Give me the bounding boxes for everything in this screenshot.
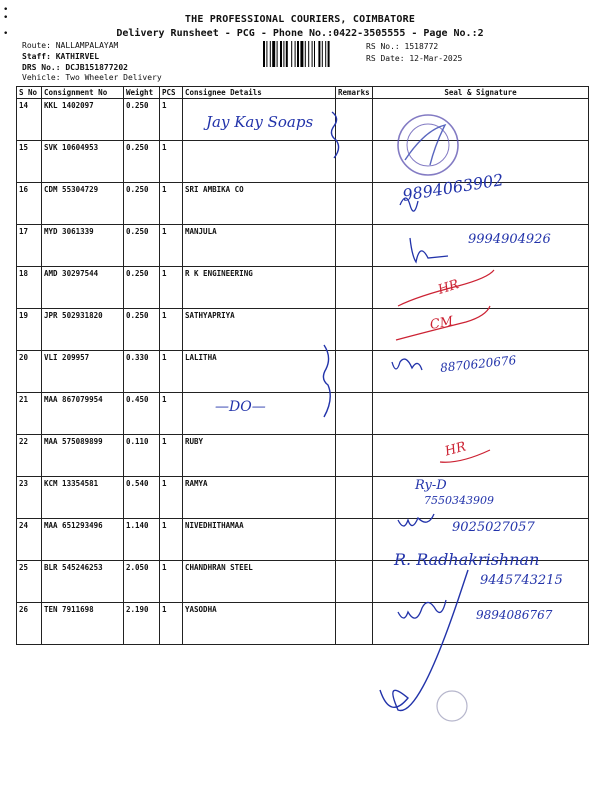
- cell-consignee: R K ENGINEERING: [183, 267, 336, 309]
- cell-consignment-no: CDM 55304729: [42, 183, 124, 225]
- cell-consignee: RUBY: [183, 435, 336, 477]
- brace-rows-14-15: [331, 112, 338, 158]
- cell-pcs: 1: [160, 435, 183, 477]
- header-weight: Weight: [124, 87, 160, 99]
- drs-number: DRS No.: DCJB151877202: [22, 63, 128, 72]
- handwritten-name-row25: R. Radhakrishnan: [394, 550, 540, 569]
- cell-pcs: 1: [160, 99, 183, 141]
- route-label: Route: NALLAMPALAYAM: [22, 41, 119, 50]
- rs-date: RS Date: 12-Mar-2025: [366, 54, 463, 63]
- brace-rows-20-21: [323, 345, 330, 417]
- cell-consignee: MANJULA: [183, 225, 336, 267]
- cell-pcs: 1: [160, 141, 183, 183]
- handwritten-initials-hr-row18: HR: [436, 277, 461, 298]
- cell-consignment-no: AMD 30297544: [42, 267, 124, 309]
- company-title: THE PROFESSIONAL COURIERS, COIMBATORE: [184, 14, 416, 25]
- margin-marks: • • •: [3, 5, 9, 39]
- cell-weight: 0.450: [124, 393, 160, 435]
- cell-weight: 0.540: [124, 477, 160, 519]
- cell-pcs: 1: [160, 477, 183, 519]
- handwritten-consignee-jay-kay: Jay Kay Soaps: [206, 113, 314, 131]
- cell-sno: 18: [17, 267, 42, 309]
- signature-row20: [392, 359, 422, 370]
- cell-consignee: SATHYAPRIYA: [183, 309, 336, 351]
- cell-sno: 23: [17, 477, 42, 519]
- header-seal-signature: Seal & Signature: [373, 87, 589, 99]
- cell-weight: 0.110: [124, 435, 160, 477]
- header-consignee: Consignee Details: [183, 87, 336, 99]
- cell-consignment-no: SVK 10604953: [42, 141, 124, 183]
- cell-weight: 2.190: [124, 603, 160, 645]
- handwritten-initials-hr-row22: HR: [443, 439, 468, 460]
- handwritten-phone-row24: 9025027057: [452, 520, 535, 535]
- rs-number: RS No.: 1518772: [366, 42, 439, 51]
- cell-consignment-no: VLI 209957: [42, 351, 124, 393]
- cell-consignee: YASODHA: [183, 603, 336, 645]
- cell-weight: 1.140: [124, 519, 160, 561]
- cell-sno: 19: [17, 309, 42, 351]
- handwritten-phone-row25: 9445743215: [480, 573, 563, 588]
- cell-weight: 0.250: [124, 141, 160, 183]
- courier-stamp-seal: [398, 115, 458, 175]
- signature-row19: [396, 306, 490, 340]
- cell-weight: 0.250: [124, 183, 160, 225]
- handwritten-initials-cm-row19: CM: [428, 314, 455, 333]
- header-sno: S No: [17, 87, 42, 99]
- header-consignment: Consignment No: [42, 87, 124, 99]
- cell-pcs: 1: [160, 561, 183, 603]
- cell-weight: 0.250: [124, 99, 160, 141]
- cell-pcs: 1: [160, 519, 183, 561]
- handwritten-phone-row16: 9894063902: [401, 170, 505, 205]
- signature-row24: [398, 514, 434, 526]
- cell-sno: 22: [17, 435, 42, 477]
- handwritten-phone-row17: 9994904926: [468, 232, 551, 247]
- cell-consignment-no: JPR 502931820: [42, 309, 124, 351]
- cell-sno: 25: [17, 561, 42, 603]
- handwritten-name-row23: Ry-D: [415, 478, 447, 493]
- cell-pcs: 1: [160, 603, 183, 645]
- cell-sno: 15: [17, 141, 42, 183]
- cell-pcs: 1: [160, 183, 183, 225]
- cell-consignment-no: KCM 13354581: [42, 477, 124, 519]
- cell-consignee: RAMYA: [183, 477, 336, 519]
- cell-sno: 26: [17, 603, 42, 645]
- handwritten-ditto: —DO—: [215, 399, 266, 415]
- cell-pcs: 1: [160, 393, 183, 435]
- cell-sno: 20: [17, 351, 42, 393]
- vehicle-label: Vehicle: Two Wheeler Delivery: [22, 73, 162, 82]
- cell-pcs: 1: [160, 267, 183, 309]
- cell-consignment-no: MAA 651293496: [42, 519, 124, 561]
- cell-sno: 17: [17, 225, 42, 267]
- signature-row16: [400, 198, 418, 211]
- cell-pcs: 1: [160, 351, 183, 393]
- header-pcs: PCS: [160, 87, 183, 99]
- cell-weight: 0.330: [124, 351, 160, 393]
- cell-sno: 24: [17, 519, 42, 561]
- cell-consignment-no: BLR 545246253: [42, 561, 124, 603]
- signature-row22: [440, 450, 490, 462]
- cell-consignee: SRI AMBIKA CO: [183, 183, 336, 225]
- header-remarks: Remarks: [336, 87, 373, 99]
- cell-weight: 0.250: [124, 225, 160, 267]
- signature-row26: [398, 600, 446, 618]
- runsheet-subtitle: Delivery Runsheet - PCG - Phone No.:0422-3505555 - Page No.:2: [116, 28, 484, 39]
- cell-weight: 0.250: [124, 267, 160, 309]
- handwritten-phone-row20: 8870620676: [439, 353, 517, 375]
- cell-consignment-no: KKL 1402097: [42, 99, 124, 141]
- signature-row18: [398, 270, 494, 306]
- cell-sno: 14: [17, 99, 42, 141]
- cell-weight: 0.250: [124, 309, 160, 351]
- signature-row17: [410, 238, 448, 262]
- cell-pcs: 1: [160, 225, 183, 267]
- handwritten-phone-row26: 9894086767: [476, 608, 553, 622]
- cell-pcs: 1: [160, 309, 183, 351]
- cell-consignment-no: MYD 3061339: [42, 225, 124, 267]
- signature-sweep: [380, 570, 468, 711]
- cell-consignee: LALITHA: [183, 351, 336, 393]
- cell-consignment-no: TEN 7911698: [42, 603, 124, 645]
- cell-consignment-no: MAA 575089899: [42, 435, 124, 477]
- cell-sno: 21: [17, 393, 42, 435]
- cell-weight: 2.050: [124, 561, 160, 603]
- handwritten-phone-row23: 7550343909: [424, 494, 494, 507]
- cell-consignment-no: MAA 867079954: [42, 393, 124, 435]
- cell-consignee: CHANDHRAN STEEL: [183, 561, 336, 603]
- cell-sno: 16: [17, 183, 42, 225]
- faint-stamp: [437, 691, 467, 721]
- cell-consignee: NIVEDHITHAMAA: [183, 519, 336, 561]
- staff-label: Staff: KATHIRVEL: [22, 52, 100, 61]
